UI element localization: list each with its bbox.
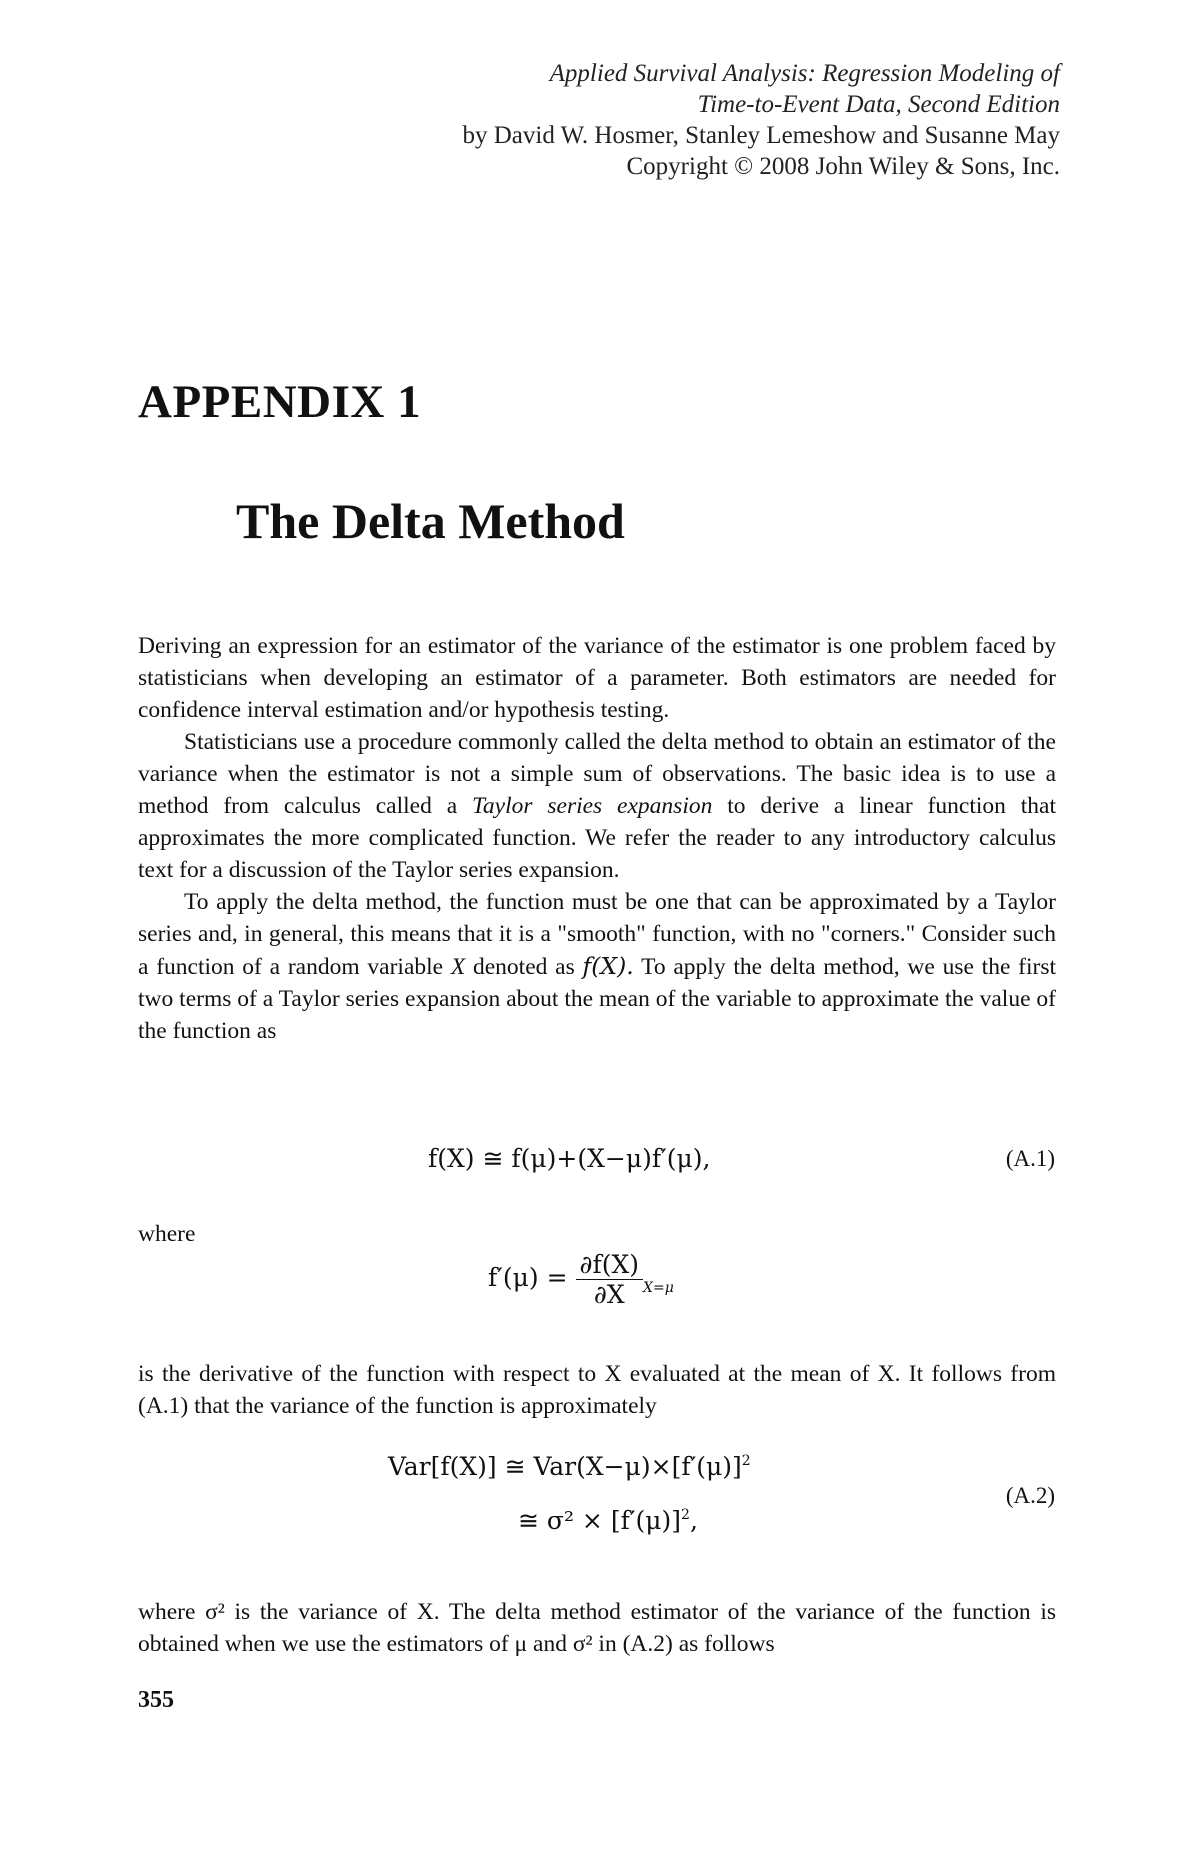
equation-a2-line2: ≅ $\sigma^2 \times [f'(\mu)]^2$, (518, 1506, 698, 1535)
paragraph-3-text-b: denoted as (473, 954, 575, 980)
page-number: 355 (138, 1687, 174, 1713)
running-header (462, 58, 1060, 182)
derivative-lhs: f′(μ) = (488, 1263, 568, 1292)
paragraph-4: is the derivative of the function with respect to X evaluated at the mean of X. It follows from (A.1) that the variance of the function is approximately (138, 1361, 1056, 1419)
paragraph-2 (138, 726, 1056, 886)
equation-a2-label: (A.2) (1005, 1483, 1055, 1508)
paragraph-1: Deriving an expression for an estimator of the variance of the estimator is one problem faced by statisticians when developing an estimator of a parameter. Both estimators are needed for confidence interval estimation and/or hypothesis testing. (138, 633, 1056, 723)
equation-a2-line2-text: ≅ σ² × [f′(μ)] (518, 1506, 682, 1535)
paragraph-2-text-b: to derive a linear function that approximates the more complicated function. We refer the reader to any introductory calculus text for a discussion of the Taylor series expansion. (138, 793, 1056, 883)
derivative-fraction (576, 1250, 644, 1309)
paragraph-3-text-c: To apply the delta method, we use the first two terms of a Taylor series expansion about the mean of the variable to approximate the value of the function as (138, 954, 1057, 1044)
variable-x: X (450, 954, 466, 980)
function-fx: f(X). (582, 952, 634, 980)
equation-derivative (488, 1250, 674, 1309)
page-title: The Delta Method (236, 493, 625, 549)
derivative-denominator: ∂X (593, 1280, 625, 1309)
taylor-series-term: Taylor series expansion (472, 793, 713, 819)
book-title-line1: Applied Survival Analysis: Regression Modeling of (549, 60, 1060, 87)
paragraph-3 (138, 886, 1056, 1047)
equation-a1: f(X) ≅ f(μ)+(X−μ)f′(μ), (428, 1144, 711, 1173)
chapter-heading: APPENDIX 1 (138, 376, 422, 428)
derivative-numerator: ∂f(X) (576, 1250, 644, 1280)
derivative-evaluation-point: X=μ (643, 1280, 674, 1296)
paragraph-2-text-a: Statisticians use a procedure commonly called the delta method to obtain an estimator of the variance when the estimator is not a simple sum of observations. The basic idea is to use a method from calculus called a (138, 729, 1056, 819)
book-title-line2: Time-to-Event Data, Second Edition (697, 91, 1060, 118)
equation-a1-label: (A.1) (1005, 1146, 1055, 1171)
paragraph-5: where σ² is the variance of X. The delta method estimator of the variance of the function is obtained when we use the estimators of μ and σ² in (A.2) as follows (138, 1599, 1056, 1657)
authors: by David W. Hosmer, Stanley Lemeshow and Susanne May (462, 122, 1060, 149)
paragraph-3-text-a: To apply the delta method, the function must be one that can be approximated by a Taylor series and, in general, this means that it is a "smooth" function, with no "corners." Consider such a function of a random variable (138, 889, 1056, 980)
copyright: Copyright © 2008 John Wiley & Sons, Inc. (626, 153, 1060, 180)
where-label-1: where (138, 1221, 196, 1247)
equation-a2-line1-text: Var[f(X)] ≅ Var(X−μ)×[f′(μ)] (388, 1452, 742, 1481)
equation-a2-line2-exponent: 2 (681, 1507, 690, 1523)
equation-a2-line1-exponent: 2 (741, 1453, 751, 1469)
body-text-upper (138, 630, 1056, 1047)
equation-a2-line1 (388, 1452, 751, 1481)
